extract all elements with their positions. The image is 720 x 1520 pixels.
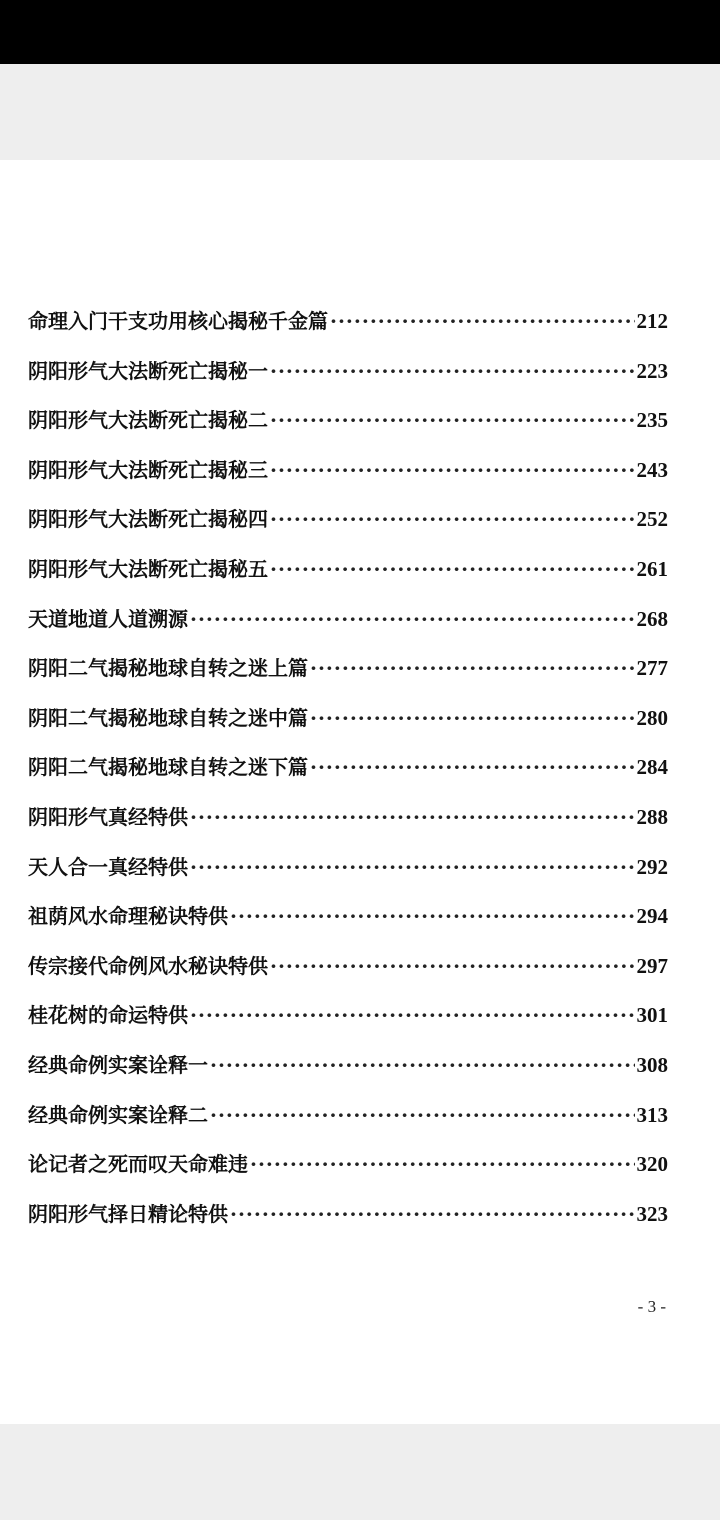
dot-leader [330, 309, 635, 333]
dot-leader [270, 408, 635, 432]
dot-leader [210, 1103, 635, 1127]
toc-entry [28, 1049, 668, 1099]
table-of-contents [28, 305, 668, 1247]
dot-leader [310, 755, 635, 779]
toc-entry-page: 297 [636, 953, 668, 978]
toc-entry-title: 阴阳形气择日精论特供 [28, 1201, 228, 1226]
toc-entry [28, 603, 668, 653]
toc-entry-page: 261 [636, 556, 668, 581]
toc-entry-page: 252 [636, 507, 668, 532]
toc-entry [28, 1198, 668, 1248]
toc-entry [28, 305, 668, 355]
dot-leader [190, 805, 635, 829]
dot-leader [310, 706, 635, 730]
toc-entry [28, 900, 668, 950]
toc-entry-title: 经典命例实案诠释一 [28, 1052, 208, 1077]
toc-entry-title: 天道地道人道溯源 [28, 606, 188, 631]
toc-entry-page: 301 [636, 1003, 668, 1028]
toc-entry-title: 阴阳二气揭秘地球自转之迷中篇 [28, 705, 308, 730]
toc-entry-title: 阴阳形气大法断死亡揭秘二 [28, 408, 268, 433]
toc-entry-page: 235 [636, 408, 668, 433]
toc-entry-title: 阴阳形气大法断死亡揭秘三 [28, 457, 268, 482]
toc-entry-page: 243 [636, 457, 668, 482]
toc-entry [28, 1148, 668, 1198]
toc-entry [28, 1099, 668, 1149]
toc-entry-title: 论记者之死而叹天命难违 [28, 1152, 248, 1177]
toc-entry-page: 292 [636, 854, 668, 879]
toc-entry [28, 652, 668, 702]
dot-leader [190, 855, 635, 879]
toc-entry-title: 阴阳形气大法断死亡揭秘四 [28, 507, 268, 532]
toc-entry [28, 801, 668, 851]
dot-leader [270, 458, 635, 482]
toc-entry-title: 传宗接代命例风水秘诀特供 [28, 953, 268, 978]
toc-entry-title: 阴阳形气真经特供 [28, 804, 188, 829]
toc-entry-page: 223 [636, 358, 668, 383]
dot-leader [270, 359, 635, 383]
dot-leader [270, 954, 635, 978]
toc-entry-page: 308 [636, 1052, 668, 1077]
toc-entry-title: 天人合一真经特供 [28, 854, 188, 879]
toc-entry-page: 313 [636, 1102, 668, 1127]
dot-leader [270, 507, 635, 531]
top-margin-area [0, 64, 720, 160]
toc-entry-page: 288 [636, 804, 668, 829]
toc-entry-title: 阴阳形气大法断死亡揭秘一 [28, 358, 268, 383]
dot-leader [250, 1152, 635, 1176]
toc-entry-page: 284 [636, 755, 668, 780]
page-number: - 3 - [637, 1297, 666, 1316]
toc-entry [28, 851, 668, 901]
toc-entry-title: 阴阳形气大法断死亡揭秘五 [28, 556, 268, 581]
toc-entry [28, 454, 668, 504]
toc-entry-page: 212 [636, 309, 668, 333]
toc-entry-title: 祖荫风水命理秘诀特供 [28, 904, 228, 929]
dot-leader [190, 607, 635, 631]
toc-entry [28, 355, 668, 405]
toc-entry [28, 404, 668, 454]
toc-entry-page: 320 [636, 1152, 668, 1177]
dot-leader [210, 1053, 635, 1077]
toc-entry-title: 命理入门干支功用核心揭秘千金篇 [28, 309, 328, 333]
toc-entry [28, 999, 668, 1049]
toc-entry-page: 268 [636, 606, 668, 631]
dot-leader [310, 656, 635, 680]
toc-entry [28, 751, 668, 801]
status-bar [0, 0, 720, 64]
toc-entry-title: 阴阳二气揭秘地球自转之迷下篇 [28, 755, 308, 780]
toc-entry [28, 503, 668, 553]
toc-entry [28, 702, 668, 752]
document-page [0, 160, 720, 1424]
dot-leader [230, 1202, 635, 1226]
dot-leader [230, 904, 635, 928]
dot-leader [190, 1003, 635, 1027]
toc-entry-title: 桂花树的命运特供 [28, 1003, 188, 1028]
toc-entry [28, 950, 668, 1000]
toc-entry-page: 277 [636, 656, 668, 681]
toc-entry-page: 294 [636, 904, 668, 929]
toc-entry-page: 280 [636, 705, 668, 730]
toc-entry-title: 阴阳二气揭秘地球自转之迷上篇 [28, 656, 308, 681]
dot-leader [270, 557, 635, 581]
toc-entry [28, 553, 668, 603]
toc-entry-title: 经典命例实案诠释二 [28, 1102, 208, 1127]
toc-entry-page: 323 [636, 1201, 668, 1226]
bottom-margin-area [0, 1424, 720, 1520]
